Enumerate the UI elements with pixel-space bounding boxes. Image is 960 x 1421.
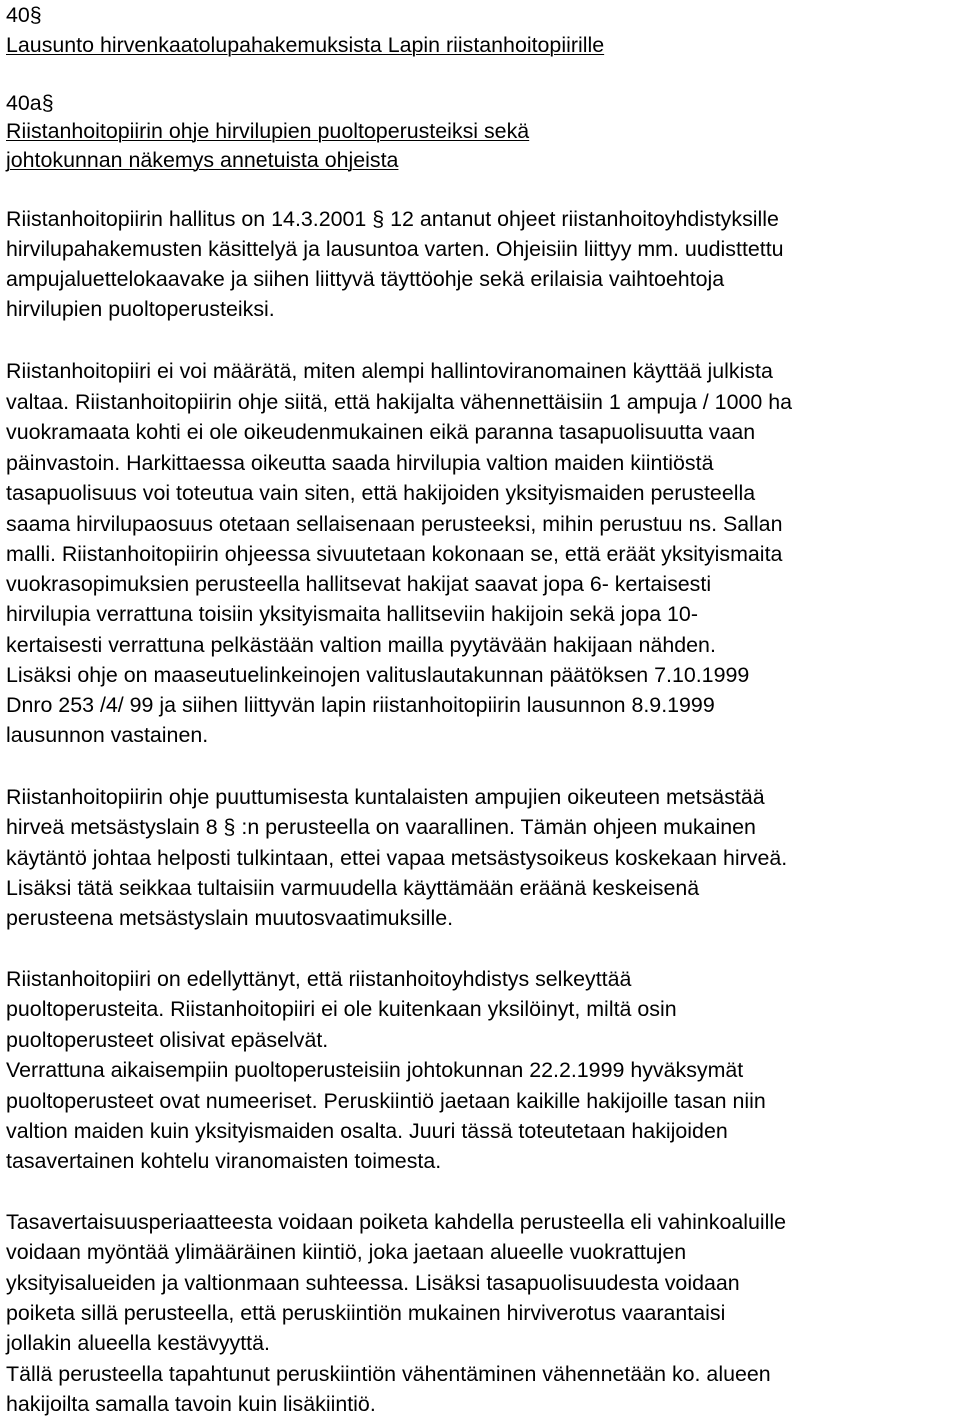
body-line: hirvilupien puoltoperusteiksi.	[6, 297, 275, 321]
body-line: tasavertainen kohtelu viranomaisten toimesta.	[6, 1149, 442, 1173]
section-number-40a: 40a§	[6, 91, 54, 115]
body-line: jollakin alueella kestävyyttä.	[6, 1331, 270, 1355]
body-line: Riistanhoitopiiri ei voi määrätä, miten alempi hallintoviranomainen käyttää julkista	[6, 359, 773, 383]
body-line: vuokramaata kohti ei ole oikeudenmukainen eikä paranna tasapuolisuutta vaan	[6, 420, 756, 444]
body-line: Verrattuna aikaisempiin puoltoperusteisiin johtokunnan 22.2.1999 hyväksymät	[6, 1058, 744, 1082]
body-line: malli. Riistanhoitopiirin ohjeessa sivuutetaan kokonaan se, että eräät yksityismaita	[6, 542, 783, 566]
section-title-40a-line1: Riistanhoitopiirin ohje hirvilupien puoltoperusteiksi sekä	[6, 119, 530, 143]
body-line: Lisäksi ohje on maaseutuelinkeinojen valituslautakunnan päätöksen 7.10.1999	[6, 663, 750, 687]
body-line: yksityisalueiden ja valtionmaan suhteessa. Lisäksi tasapuolisuudesta voidaan	[6, 1271, 740, 1295]
body-line: puoltoperusteita. Riistanhoitopiiri ei ole kuitenkaan yksilöinyt, miltä osin	[6, 997, 677, 1021]
body-line: Riistanhoitopiirin ohje puuttumisesta kuntalaisten ampujien oikeuteen metsästää	[6, 785, 765, 809]
section-number-40: 40§	[6, 3, 42, 27]
body-line: ampujaluettelokaavake ja siihen liittyvä täyttöohje sekä erilaisia vaihtoehtoja	[6, 267, 725, 291]
body-line: Lisäksi tätä seikkaa tultaisiin varmuudella käyttämään eräänä keskeisenä	[6, 876, 700, 900]
body-line: Dnro 253 /4/ 99 ja siihen liittyvän lapin riistanhoitopiirin lausunnon 8.9.1999	[6, 693, 715, 717]
body-line: puoltoperusteet ovat numeeriset. Peruskiintiö jaetaan kaikille hakijoille tasan niin	[6, 1089, 766, 1113]
body-line: lausunnon vastainen.	[6, 723, 209, 747]
body-line: valtion maiden kuin yksityismaiden osalta. Juuri tässä toteutetaan hakijoiden	[6, 1119, 728, 1143]
body-line: Tällä perusteella tapahtunut peruskiintiön vähentäminen vähennetään ko. alueen	[6, 1362, 771, 1386]
body-line: hakijoilta samalla tavoin kuin lisäkiintiö.	[6, 1392, 376, 1416]
section-title-40: Lausunto hirvenkaatolupahakemuksista Lapin riistanhoitopiirille	[6, 33, 605, 57]
body-line: hirvilupahakemusten käsittelyä ja lausuntoa varten. Ohjeisiin liittyy mm. uudisttettu	[6, 237, 784, 261]
body-line: Tasavertaisuusperiaatteesta voidaan poiketa kahdella perusteella eli vahinkoaluille	[6, 1210, 787, 1234]
section-title-40a-line2: johtokunnan näkemys annetuista ohjeista	[6, 148, 399, 172]
body-line: saama hirvilupaosuus otetaan sellaisenaan perusteeksi, mihin perustuu ns. Sallan	[6, 512, 783, 536]
body-line: hirveä metsästyslain 8 § :n perusteella on vaarallinen. Tämän ohjeen mukainen	[6, 815, 756, 839]
body-line: Riistanhoitopiirin hallitus on 14.3.2001 § 12 antanut ohjeet riistanhoitoyhdistyksille	[6, 207, 779, 231]
body-line: valtaa. Riistanhoitopiirin ohje siitä, että hakijalta vähennettäisiin 1 ampuja / 1000 ha	[6, 390, 793, 414]
body-line: tasapuolisuus voi toteutua vain siten, että hakijoiden yksityismaiden perusteella	[6, 481, 756, 505]
body-line: puoltoperusteet olisivat epäselvät.	[6, 1028, 329, 1052]
body-line: päinvastoin. Harkittaessa oikeutta saada hirvilupia valtion maiden kiintiöstä	[6, 451, 714, 475]
body-line: poiketa sillä perusteella, että peruskiintiön mukainen hirviverotus vaarantaisi	[6, 1301, 726, 1325]
body-line: perusteena metsästyslain muutosvaatimuksille.	[6, 906, 454, 930]
body-line: hirvilupia verrattuna toisiin yksityismaita hallitseviin hakijoin sekä jopa 10-	[6, 602, 698, 626]
body-line: Riistanhoitopiiri on edellyttänyt, että riistanhoitoyhdistys selkeyttää	[6, 967, 632, 991]
body-line: käytäntö johtaa helposti tulkintaan, ettei vapaa metsästysoikeus koskekaan hirveä.	[6, 846, 788, 870]
body-line: kertaisesti verrattuna pelkästään valtion mailla pyytävään hakijaan nähden.	[6, 633, 716, 657]
body-line: voidaan myöntää ylimääräinen kiintiö, joka jaetaan alueelle vuokrattujen	[6, 1240, 687, 1264]
body-line: vuokrasopimuksien perusteella hallitsevat hakijat saavat jopa 6- kertaisesti	[6, 572, 712, 596]
